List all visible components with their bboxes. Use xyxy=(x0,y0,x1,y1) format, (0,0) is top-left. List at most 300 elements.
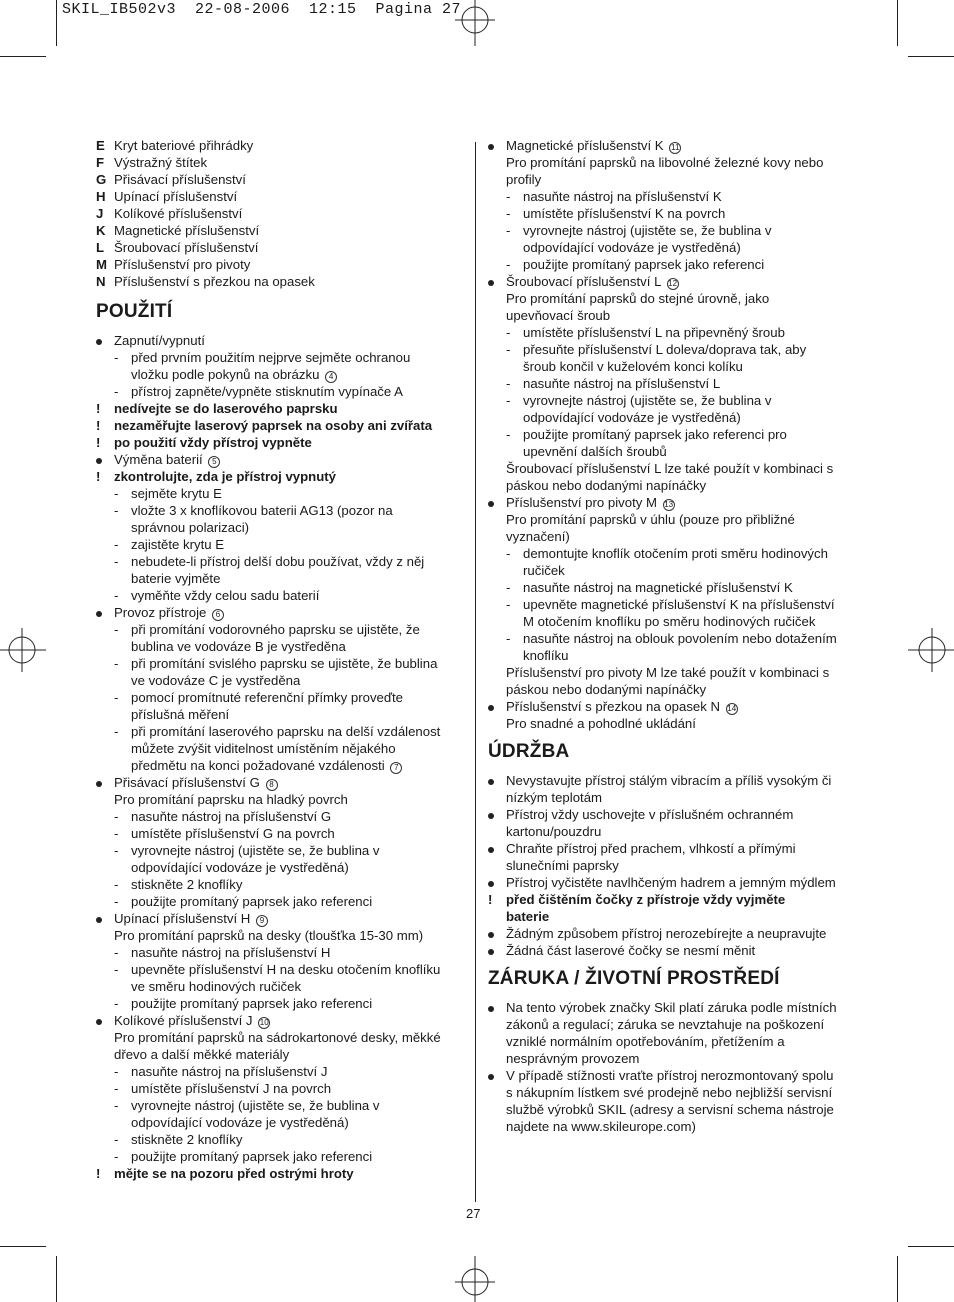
bullet-item xyxy=(96,774,468,791)
bullet-icon xyxy=(488,942,494,959)
dash-icon: - xyxy=(114,962,119,977)
line-text: Pro promítání paprsků v úhlu (pouze pro přibližné xyxy=(506,512,795,527)
dash-icon: - xyxy=(506,342,511,357)
line-text: ve směru hodinových ručiček xyxy=(131,979,302,994)
dash-icon: - xyxy=(114,486,119,501)
legend-letter: N xyxy=(96,274,106,289)
warning-icon: ! xyxy=(96,469,101,484)
legend-letter: H xyxy=(96,189,106,204)
dash-item xyxy=(96,893,468,910)
registration-mark-bottom xyxy=(455,1256,495,1302)
figure-ref-icon: 13 xyxy=(664,500,674,509)
bullet-item xyxy=(488,942,860,959)
dash-icon: - xyxy=(114,1132,119,1147)
figure-ref-icon: 10 xyxy=(259,1018,269,1027)
line-text: Výměna baterií xyxy=(114,452,203,467)
line-text: přesuňte příslušenství L doleva/doprava tak, aby xyxy=(523,342,807,357)
text-line xyxy=(488,1101,860,1118)
line-text: vyměňte vždy celou sadu baterií xyxy=(131,588,320,603)
line-text: nezaměřujte laserový paprsek na osoby ani zvířata xyxy=(114,418,433,433)
legend-letter: L xyxy=(96,240,105,255)
figure-ref-icon: 11 xyxy=(671,143,680,152)
bullet-dot xyxy=(96,781,102,787)
crop-mark-top-left-h xyxy=(0,56,46,57)
registration-mark-top xyxy=(455,0,495,46)
dash-item-continuation xyxy=(96,570,468,587)
line-text: předmětu na konci požadované vzdálenosti xyxy=(131,758,385,773)
line-text: vyrovnejte nástroj (ujistěte se, že bublina v xyxy=(131,843,380,858)
legend-item xyxy=(96,256,468,273)
dash-icon: - xyxy=(506,206,511,221)
text-line xyxy=(488,154,860,171)
line-text: Žádným způsobem přístroj nerozebírejte a neupravujte xyxy=(506,926,827,941)
dash-icon: - xyxy=(114,1081,119,1096)
bullet-dot xyxy=(488,705,494,711)
dash-item xyxy=(488,188,860,205)
legend-item xyxy=(96,239,468,256)
crop-mark-bottom-right-v xyxy=(897,1256,898,1302)
dash-icon: - xyxy=(506,257,511,272)
bullet-item xyxy=(96,451,468,468)
line-text: umístěte příslušenství L na připevněný šroub xyxy=(523,325,785,340)
text-line xyxy=(488,1118,860,1135)
parts-legend xyxy=(96,137,468,290)
text-line xyxy=(488,715,860,732)
legend-letter: G xyxy=(96,172,107,187)
line-text: při promítání svislého paprsku se ujistěte, že bublina xyxy=(131,656,438,671)
warning-item xyxy=(96,417,468,434)
dash-item xyxy=(96,1131,468,1148)
dash-icon: - xyxy=(114,1149,119,1164)
legend-item xyxy=(96,188,468,205)
line-text: stiskněte 2 knoflíky xyxy=(131,877,243,892)
legend-text: Příslušenství s přezkou na opasek xyxy=(114,274,315,289)
line-text: bublina ve vodováze B je vystředěna xyxy=(131,639,346,654)
warning-icon: ! xyxy=(488,892,493,907)
line-text: umístěte příslušenství J na povrch xyxy=(131,1081,332,1096)
line-text: použijte promítaný paprsek jako referenci xyxy=(523,257,765,272)
text-line xyxy=(488,171,860,188)
line-text: po použití vždy přístroj vypněte xyxy=(114,435,312,450)
bullet-icon xyxy=(488,137,494,154)
legend-text: Výstražný štítek xyxy=(114,155,208,170)
dash-icon: - xyxy=(114,843,119,858)
dash-item-continuation xyxy=(96,1114,468,1131)
dash-item xyxy=(96,842,468,859)
dash-icon: - xyxy=(506,631,511,646)
warning-item xyxy=(96,468,468,485)
bullet-icon xyxy=(488,999,494,1016)
dash-item xyxy=(488,205,860,222)
dash-icon: - xyxy=(506,376,511,391)
bullet-dot xyxy=(488,949,494,955)
line-text: při promítání vodorovného paprsku se ujistěte, že xyxy=(131,622,420,637)
bullet-item xyxy=(96,910,468,927)
dash-item-continuation xyxy=(96,519,468,536)
dash-icon: - xyxy=(114,350,119,365)
line-text: Pro promítání paprsků na sádrokartonové desky, měkké xyxy=(114,1030,441,1045)
section-title-use: POUŽITÍ xyxy=(96,301,173,322)
text-line xyxy=(96,927,468,944)
figure-ref-icon: 6 xyxy=(212,609,224,621)
dash-item xyxy=(96,536,468,553)
line-text: umístěte příslušenství G na povrch xyxy=(131,826,335,841)
bullet-icon xyxy=(96,774,102,791)
line-text: Šroubovací příslušenství L xyxy=(506,274,661,289)
dash-item-continuation xyxy=(488,647,860,664)
line-text: nízkým teplotám xyxy=(506,790,603,805)
line-text: zkontrolujte, zda je přístroj vypnutý xyxy=(114,469,337,484)
figure-ref-icon: 8 xyxy=(266,779,278,791)
dash-icon: - xyxy=(114,503,119,518)
dash-item xyxy=(488,545,860,562)
line-text: Magnetické příslušenství K xyxy=(506,138,664,153)
dash-icon: - xyxy=(506,597,511,612)
figure-ref-icon: 9 xyxy=(256,915,268,927)
dash-item xyxy=(96,485,468,502)
legend-item xyxy=(96,273,468,290)
line-text: příslušná měření xyxy=(131,707,230,722)
line-text: umístěte příslušenství K na povrch xyxy=(523,206,726,221)
dash-item-continuation xyxy=(96,672,468,689)
line-text: nasuňte nástroj na příslušenství H xyxy=(131,945,331,960)
text-line xyxy=(488,664,860,681)
dash-icon: - xyxy=(114,622,119,637)
dash-icon: - xyxy=(506,427,511,442)
line-text: Přístroj vždy uschovejte v příslušném ochranném xyxy=(506,807,794,822)
dash-item xyxy=(96,655,468,672)
legend-text: Příslušenství pro pivoty xyxy=(114,257,251,272)
bullet-dot xyxy=(488,932,494,938)
line-text: Příslušenství s přezkou na opasek N xyxy=(506,699,721,714)
line-text: vyrovnejte nástroj (ujistěte se, že bublina v xyxy=(523,223,772,238)
left-column xyxy=(96,137,468,1182)
line-text: Šroubovací příslušenství L lze také použít v kombinaci s xyxy=(506,461,834,476)
line-text: můžete zvýšit viditelnost umístěním nějakého xyxy=(131,741,396,756)
dash-icon: - xyxy=(114,809,119,824)
dash-item-continuation xyxy=(96,757,468,774)
legend-item xyxy=(96,205,468,222)
legend-text: Kryt bateriové přihrádky xyxy=(114,138,254,153)
dash-item xyxy=(96,689,468,706)
warning-icon: ! xyxy=(96,1166,101,1181)
dash-icon: - xyxy=(114,894,119,909)
line-text: Chraňte přístroj před prachem, vlhkostí a přímými xyxy=(506,841,796,856)
dash-item xyxy=(488,392,860,409)
warning-icon: ! xyxy=(96,401,101,416)
line-text: stiskněte 2 knoflíky xyxy=(131,1132,243,1147)
line-text: před čištěním čočky z přístroje vždy vyjměte xyxy=(506,892,786,907)
bullet-icon xyxy=(96,604,102,621)
bullet-item xyxy=(96,604,468,621)
dash-item-continuation xyxy=(96,706,468,723)
line-text: páskou nebo dodanými napínáčky xyxy=(506,478,707,493)
registration-mark-left xyxy=(0,628,46,672)
crop-mark-top-right-h xyxy=(908,56,954,57)
bullet-icon xyxy=(96,332,102,349)
accessory-instructions xyxy=(488,137,860,732)
column-divider xyxy=(475,142,476,1202)
line-text: správnou polarizaci) xyxy=(131,520,250,535)
dash-item-continuation xyxy=(488,562,860,579)
dash-icon: - xyxy=(506,393,511,408)
bullet-item xyxy=(488,999,860,1016)
warning-item xyxy=(96,400,468,417)
line-text: Pro snadné a pohodlné ukládání xyxy=(506,716,696,731)
dash-item xyxy=(96,1063,468,1080)
line-text: baterie xyxy=(506,909,550,924)
section-title-warranty: ZÁRUKA / ŽIVOTNÍ PROSTŘEDÍ xyxy=(488,968,780,989)
legend-item xyxy=(96,137,468,154)
warning-icon: ! xyxy=(96,418,101,433)
dash-item xyxy=(488,324,860,341)
text-line xyxy=(488,823,860,840)
text-line xyxy=(488,460,860,477)
dash-item-continuation xyxy=(96,638,468,655)
line-text: šroub končil v kuželovém konci kolíku xyxy=(523,359,743,374)
legend-item xyxy=(96,171,468,188)
line-text: Kolíkové příslušenství J xyxy=(114,1013,253,1028)
line-text: vyrovnejte nástroj (ujistěte se, že bublina v xyxy=(523,393,772,408)
dash-icon: - xyxy=(506,325,511,340)
line-text: mějte se na pozoru před ostrými hroty xyxy=(114,1166,354,1181)
legend-text: Šroubovací příslušenství xyxy=(114,240,259,255)
text-line xyxy=(488,307,860,324)
legend-text: Kolíkové příslušenství xyxy=(114,206,243,221)
dash-icon: - xyxy=(114,554,119,569)
bullet-item xyxy=(96,332,468,349)
line-text: nasuňte nástroj na příslušenství J xyxy=(131,1064,328,1079)
legend-item xyxy=(96,154,468,171)
dash-icon: - xyxy=(114,588,119,603)
dash-icon: - xyxy=(506,223,511,238)
line-text: Pro promítání paprsků na desky (tloušťka 15-30 mm) xyxy=(114,928,424,943)
line-text: profily xyxy=(506,172,542,187)
right-column xyxy=(488,137,860,1135)
dash-icon: - xyxy=(506,580,511,595)
dash-item xyxy=(96,383,468,400)
dash-item xyxy=(96,961,468,978)
dash-item xyxy=(96,621,468,638)
line-text: nasuňte nástroj na příslušenství L xyxy=(523,376,721,391)
line-text: ve vodováze C je vystředěna xyxy=(131,673,301,688)
line-text: Zapnutí/vypnutí xyxy=(114,333,205,348)
dash-item xyxy=(96,723,468,740)
bullet-dot xyxy=(488,813,494,819)
line-text: upevněte magnetické příslušenství K na příslušenství xyxy=(523,597,835,612)
bullet-dot xyxy=(488,501,494,507)
dash-item-continuation xyxy=(488,443,860,460)
bullet-item xyxy=(488,925,860,942)
line-text: zajistěte krytu E xyxy=(131,537,225,552)
bullet-item xyxy=(96,1012,468,1029)
bullet-icon xyxy=(96,1012,102,1029)
dash-item-continuation xyxy=(488,358,860,375)
line-text: použijte promítaný paprsek jako referenci xyxy=(131,1149,373,1164)
legend-letter: M xyxy=(96,257,107,272)
line-text: najdete na www.skileurope.com) xyxy=(506,1119,696,1134)
bullet-icon xyxy=(488,273,494,290)
line-text: M otočením knoflíku po směru hodinových ručiček xyxy=(523,614,816,629)
dash-icon: - xyxy=(114,826,119,841)
bullet-icon xyxy=(488,494,494,511)
dash-icon: - xyxy=(114,656,119,671)
line-text: upevnění dalších šroubů xyxy=(523,444,667,459)
bullet-item xyxy=(488,273,860,290)
line-text: upevňovací šroub xyxy=(506,308,611,323)
dash-item xyxy=(488,579,860,596)
crop-mark-bottom-left-h xyxy=(0,1246,46,1247)
warning-item xyxy=(96,434,468,451)
line-text: použijte promítaný paprsek jako referenci xyxy=(131,894,373,909)
bullet-icon xyxy=(96,910,102,927)
dash-icon: - xyxy=(114,384,119,399)
text-line xyxy=(96,1046,468,1063)
line-text: Žádná část laserové čočky se nesmí měnit xyxy=(506,943,756,958)
line-text: Přístroj vyčistěte navlhčeným hadrem a jemným mýdlem xyxy=(506,875,836,890)
dash-item xyxy=(96,587,468,604)
dash-item xyxy=(96,944,468,961)
line-text: zákonů a regulací; záruka se nevztahuje na poškození xyxy=(506,1017,825,1032)
line-text: nebudete-li přístroj delší dobu používat, vždy z něj xyxy=(131,554,425,569)
line-text: nasuňte nástroj na magnetické příslušenství K xyxy=(523,580,793,595)
bullet-item xyxy=(488,840,860,857)
legend-letter: J xyxy=(96,206,104,221)
dash-icon: - xyxy=(506,189,511,204)
dash-item xyxy=(96,502,468,519)
figure-ref-icon: 5 xyxy=(208,456,220,468)
figure-ref-icon: 7 xyxy=(390,762,402,774)
figure-ref-icon: 12 xyxy=(668,279,678,288)
line-text: Nevystavujte přístroj stálým vibracím a příliš vysokým či xyxy=(506,773,832,788)
dash-item xyxy=(96,825,468,842)
dash-item xyxy=(96,995,468,1012)
line-text: Pro promítání paprsků do stejné úrovně, jako xyxy=(506,291,770,306)
dash-icon: - xyxy=(114,537,119,552)
legend-text: Upínací příslušenství xyxy=(114,189,238,204)
warning-item xyxy=(96,1165,468,1182)
text-line xyxy=(96,791,468,808)
bullet-dot xyxy=(96,1019,102,1025)
figure-ref-icon: 14 xyxy=(727,704,737,713)
line-text: páskou nebo dodanými napínáčky xyxy=(506,682,707,697)
legend-letter: K xyxy=(96,223,106,238)
line-text: vyznačení) xyxy=(506,529,570,544)
crop-mark-bottom-right-h xyxy=(908,1246,954,1247)
dash-item xyxy=(488,222,860,239)
text-line xyxy=(488,1033,860,1050)
bullet-icon xyxy=(488,1067,494,1084)
line-text: odpovídající vodováze je vystředěná) xyxy=(523,410,741,425)
text-line xyxy=(488,290,860,307)
dash-icon: - xyxy=(114,1064,119,1079)
bullet-dot xyxy=(488,1074,494,1080)
text-line xyxy=(488,789,860,806)
legend-letter: F xyxy=(96,155,105,170)
bullet-dot xyxy=(96,458,102,464)
dash-item xyxy=(96,808,468,825)
bullet-item xyxy=(488,494,860,511)
bullet-icon xyxy=(488,698,494,715)
text-line xyxy=(488,1016,860,1033)
bullet-icon xyxy=(488,840,494,857)
line-text: Provoz přístroje xyxy=(114,605,207,620)
bullet-dot xyxy=(96,917,102,923)
text-line xyxy=(488,857,860,874)
line-text: nesprávným provozem xyxy=(506,1051,640,1066)
dash-item xyxy=(488,630,860,647)
line-text: přístroj zapněte/vypněte stisknutím vypínače A xyxy=(131,384,403,399)
warning-icon: ! xyxy=(96,435,101,450)
line-text: nasuňte nástroj na oblouk povolením nebo dotažením xyxy=(523,631,837,646)
line-text: vložku podle pokynů na obrázku xyxy=(131,367,320,382)
crop-mark-top-left-v xyxy=(56,0,57,46)
dash-item xyxy=(488,375,860,392)
bullet-item xyxy=(488,698,860,715)
dash-item-continuation xyxy=(488,239,860,256)
bullet-item xyxy=(488,874,860,891)
bullet-dot xyxy=(488,280,494,286)
dash-icon: - xyxy=(114,945,119,960)
bullet-icon xyxy=(488,806,494,823)
dash-item xyxy=(96,1097,468,1114)
bullet-icon xyxy=(488,925,494,942)
text-line xyxy=(488,1084,860,1101)
legend-letter: E xyxy=(96,138,105,153)
bullet-dot xyxy=(488,881,494,887)
section-title-maintenance: ÚDRŽBA xyxy=(488,741,570,762)
page-number: 27 xyxy=(466,1206,481,1221)
line-text: Příslušenství pro pivoty M xyxy=(506,495,657,510)
bullet-icon xyxy=(488,874,494,891)
dash-item-continuation xyxy=(96,740,468,757)
line-text: nedívejte se do laserového paprsku xyxy=(114,401,338,416)
dash-icon: - xyxy=(506,546,511,561)
dash-item xyxy=(96,1080,468,1097)
text-line xyxy=(488,681,860,698)
text-line xyxy=(488,511,860,528)
line-text: vyrovnejte nástroj (ujistěte se, že bublina v xyxy=(131,1098,380,1113)
line-text: Přisávací příslušenství G xyxy=(114,775,260,790)
line-text: Upínací příslušenství H xyxy=(114,911,251,926)
text-line xyxy=(96,1029,468,1046)
dash-item xyxy=(488,426,860,443)
line-text: Pro promítání paprsků na libovolné železné kovy nebo xyxy=(506,155,824,170)
dash-item xyxy=(488,256,860,273)
line-text: pomocí promítnuté referenční přímky proveďte xyxy=(131,690,403,705)
bullet-dot xyxy=(488,144,494,150)
file-header: SKIL_IB502v3 22-08-2006 12:15 Pagina 27 xyxy=(62,1,462,18)
legend-text: Magnetické příslušenství xyxy=(114,223,260,238)
bullet-dot xyxy=(488,847,494,853)
line-text: V případě stížnosti vraťte přístroj nerozmontovaný spolu xyxy=(506,1068,834,1083)
line-text: sejměte krytu E xyxy=(131,486,222,501)
dash-icon: - xyxy=(114,877,119,892)
use-instructions xyxy=(96,332,468,1182)
line-text: službě výrobků SKIL (adresy a servisní schema nástroje xyxy=(506,1102,834,1117)
text-line xyxy=(488,1050,860,1067)
line-text: Příslušenství pro pivoty M lze také použít v kombinaci s xyxy=(506,665,830,680)
dash-icon: - xyxy=(114,1098,119,1113)
line-text: použijte promítaný paprsek jako referenci pro xyxy=(523,427,787,442)
bullet-item xyxy=(488,806,860,823)
line-text: kartonu/pouzdru xyxy=(506,824,602,839)
warning-item xyxy=(488,891,860,908)
bullet-icon xyxy=(488,772,494,789)
line-text: s nákupním lístkem své prodejně nebo nejbližší servisní xyxy=(506,1085,833,1100)
dash-item xyxy=(488,596,860,613)
dash-item-continuation xyxy=(96,978,468,995)
